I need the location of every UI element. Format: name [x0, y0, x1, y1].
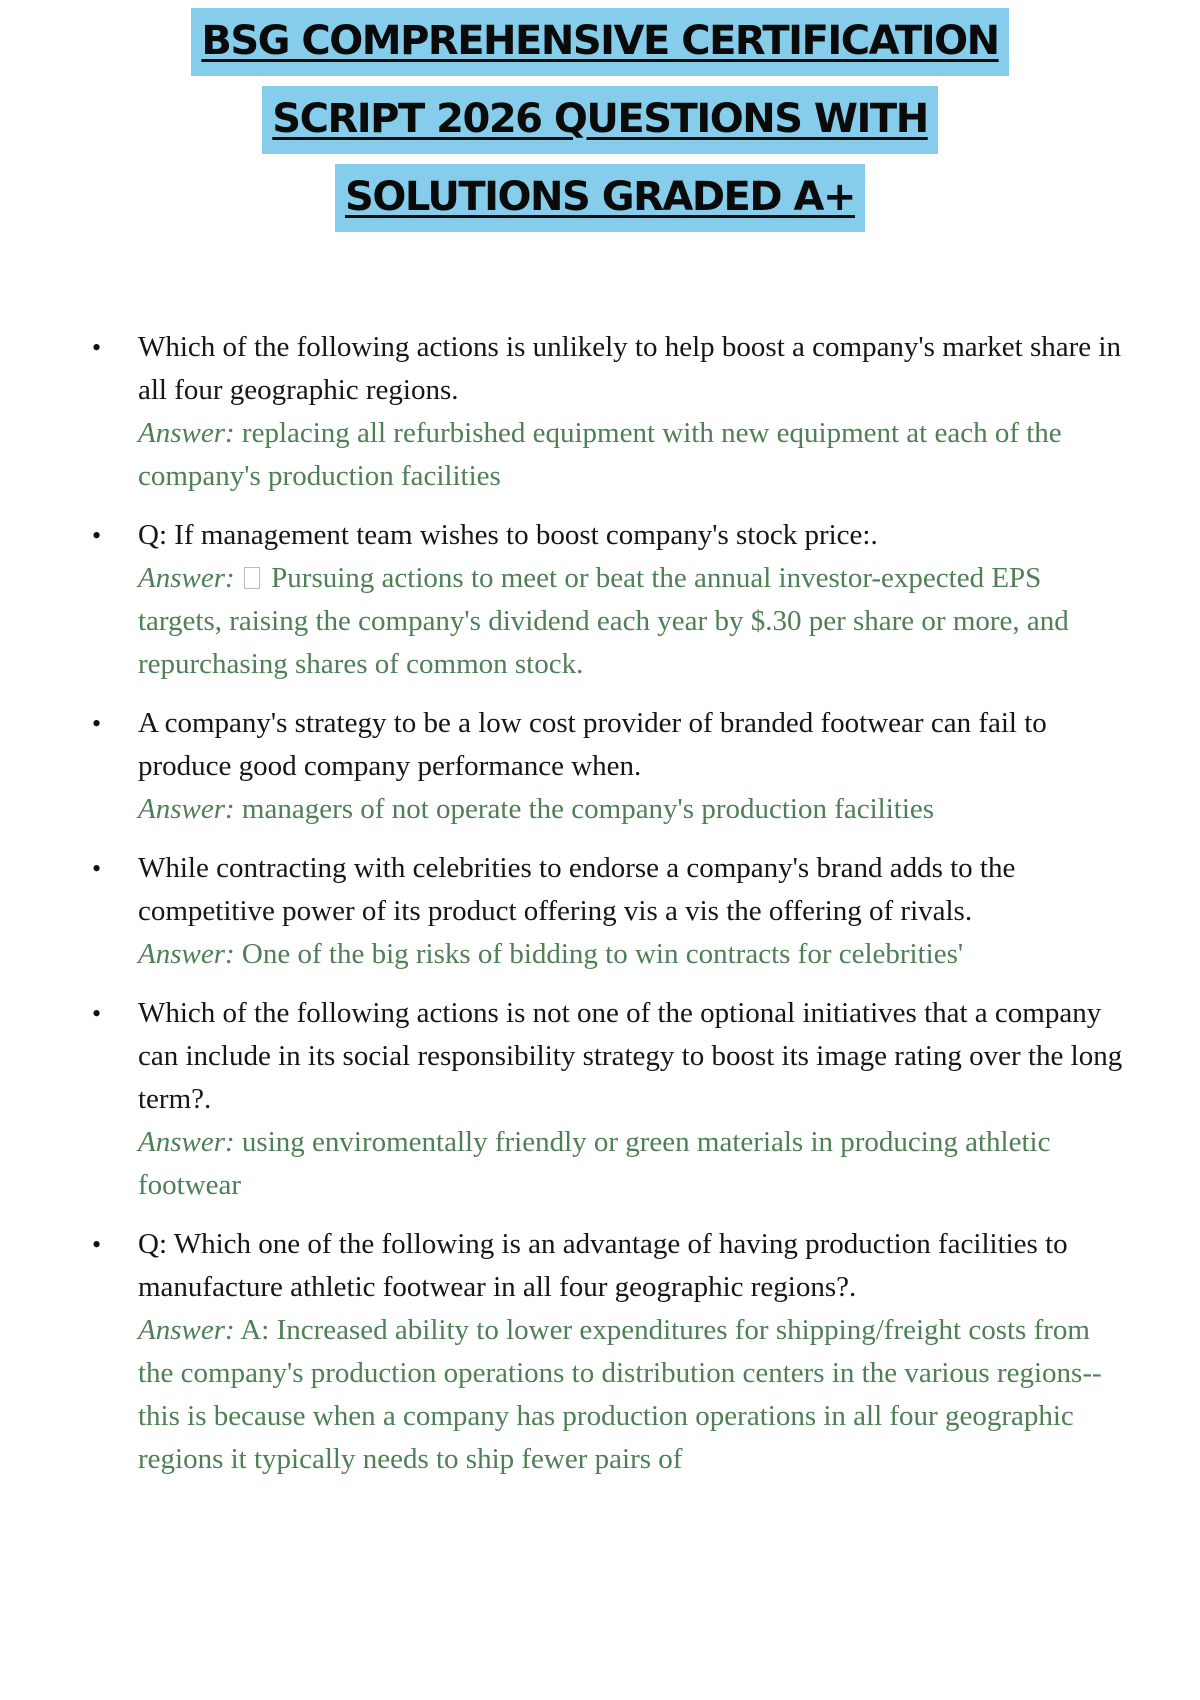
list-item: [88, 514, 1128, 686]
question-text: A company's strategy to be a low cost provider of branded footwear can fail to produce good company performance when.: [138, 707, 1047, 782]
answer-text: One of the big risks of bidding to win contracts for celebrities': [241, 938, 964, 970]
answer-label: Answer:: [138, 1314, 235, 1346]
list-item: [88, 992, 1128, 1207]
answer-block: [138, 1309, 1128, 1481]
answer-block: [138, 412, 1128, 498]
answer-block: [138, 557, 1128, 686]
bullet-icon: •: [92, 521, 102, 550]
answer-text: using enviromentally friendly or green materials in producing athletic footwear: [138, 1126, 1051, 1201]
question-text: Which of the following actions is unlikely to help boost a company's market share in all four geographic regions.: [138, 331, 1121, 406]
bullet-icon: •: [92, 1230, 102, 1259]
answer-label: Answer:: [138, 938, 235, 970]
title-line-3: SOLUTIONS GRADED A+: [335, 164, 865, 232]
bullet-icon: •: [92, 333, 102, 362]
answer-text: A: Increased ability to lower expenditures for shipping/freight costs from the company's production operations to distribution centers in the various regions--this is because when a company has production operations in all four geographic regions it typically needs to ship fewer pairs of: [138, 1314, 1102, 1475]
answer-text: Pursuing actions to meet or beat the annual investor-expected EPS targets, raising the company's dividend each year by $.30 per share or more, and repurchasing shares of common stock.: [138, 562, 1069, 680]
answer-text: replacing all refurbished equipment with new equipment at each of the company's production facilities: [138, 417, 1062, 492]
title-line-1: BSG COMPREHENSIVE CERTIFICATION: [191, 8, 1008, 76]
bullet-icon: •: [92, 854, 102, 883]
question-text: Which of the following actions is not one of the optional initiatives that a company can include in its social responsibility strategy to boost its image rating over the long term?.: [138, 997, 1123, 1115]
question-text: Q: If management team wishes to boost company's stock price:.: [138, 519, 878, 551]
question-text: Q: Which one of the following is an advantage of having production facilities to manufacture athletic footwear in all four geographic regions?.: [138, 1228, 1068, 1303]
question-answer-list: [88, 326, 1128, 1497]
list-item: [88, 326, 1128, 498]
list-item: [88, 702, 1128, 831]
missing-glyph-icon: [244, 567, 260, 589]
answer-label: Answer:: [138, 1126, 235, 1158]
list-item: [88, 1223, 1128, 1481]
answer-block: [138, 933, 1128, 976]
bullet-icon: •: [92, 999, 102, 1028]
answer-label: Answer:: [138, 417, 235, 449]
bullet-icon: •: [92, 709, 102, 738]
answer-text: managers of not operate the company's production facilities: [241, 793, 935, 825]
answer-label: Answer:: [138, 562, 235, 594]
document-title: [0, 8, 1200, 242]
answer-label: Answer:: [138, 793, 235, 825]
answer-block: [138, 1121, 1128, 1207]
title-line-2: SCRIPT 2026 QUESTIONS WITH: [262, 86, 937, 154]
list-item: [88, 847, 1128, 976]
answer-block: [138, 788, 1128, 831]
question-text: While contracting with celebrities to endorse a company's brand adds to the competitive power of its product offering vis a vis the offering of rivals.: [138, 852, 1016, 927]
